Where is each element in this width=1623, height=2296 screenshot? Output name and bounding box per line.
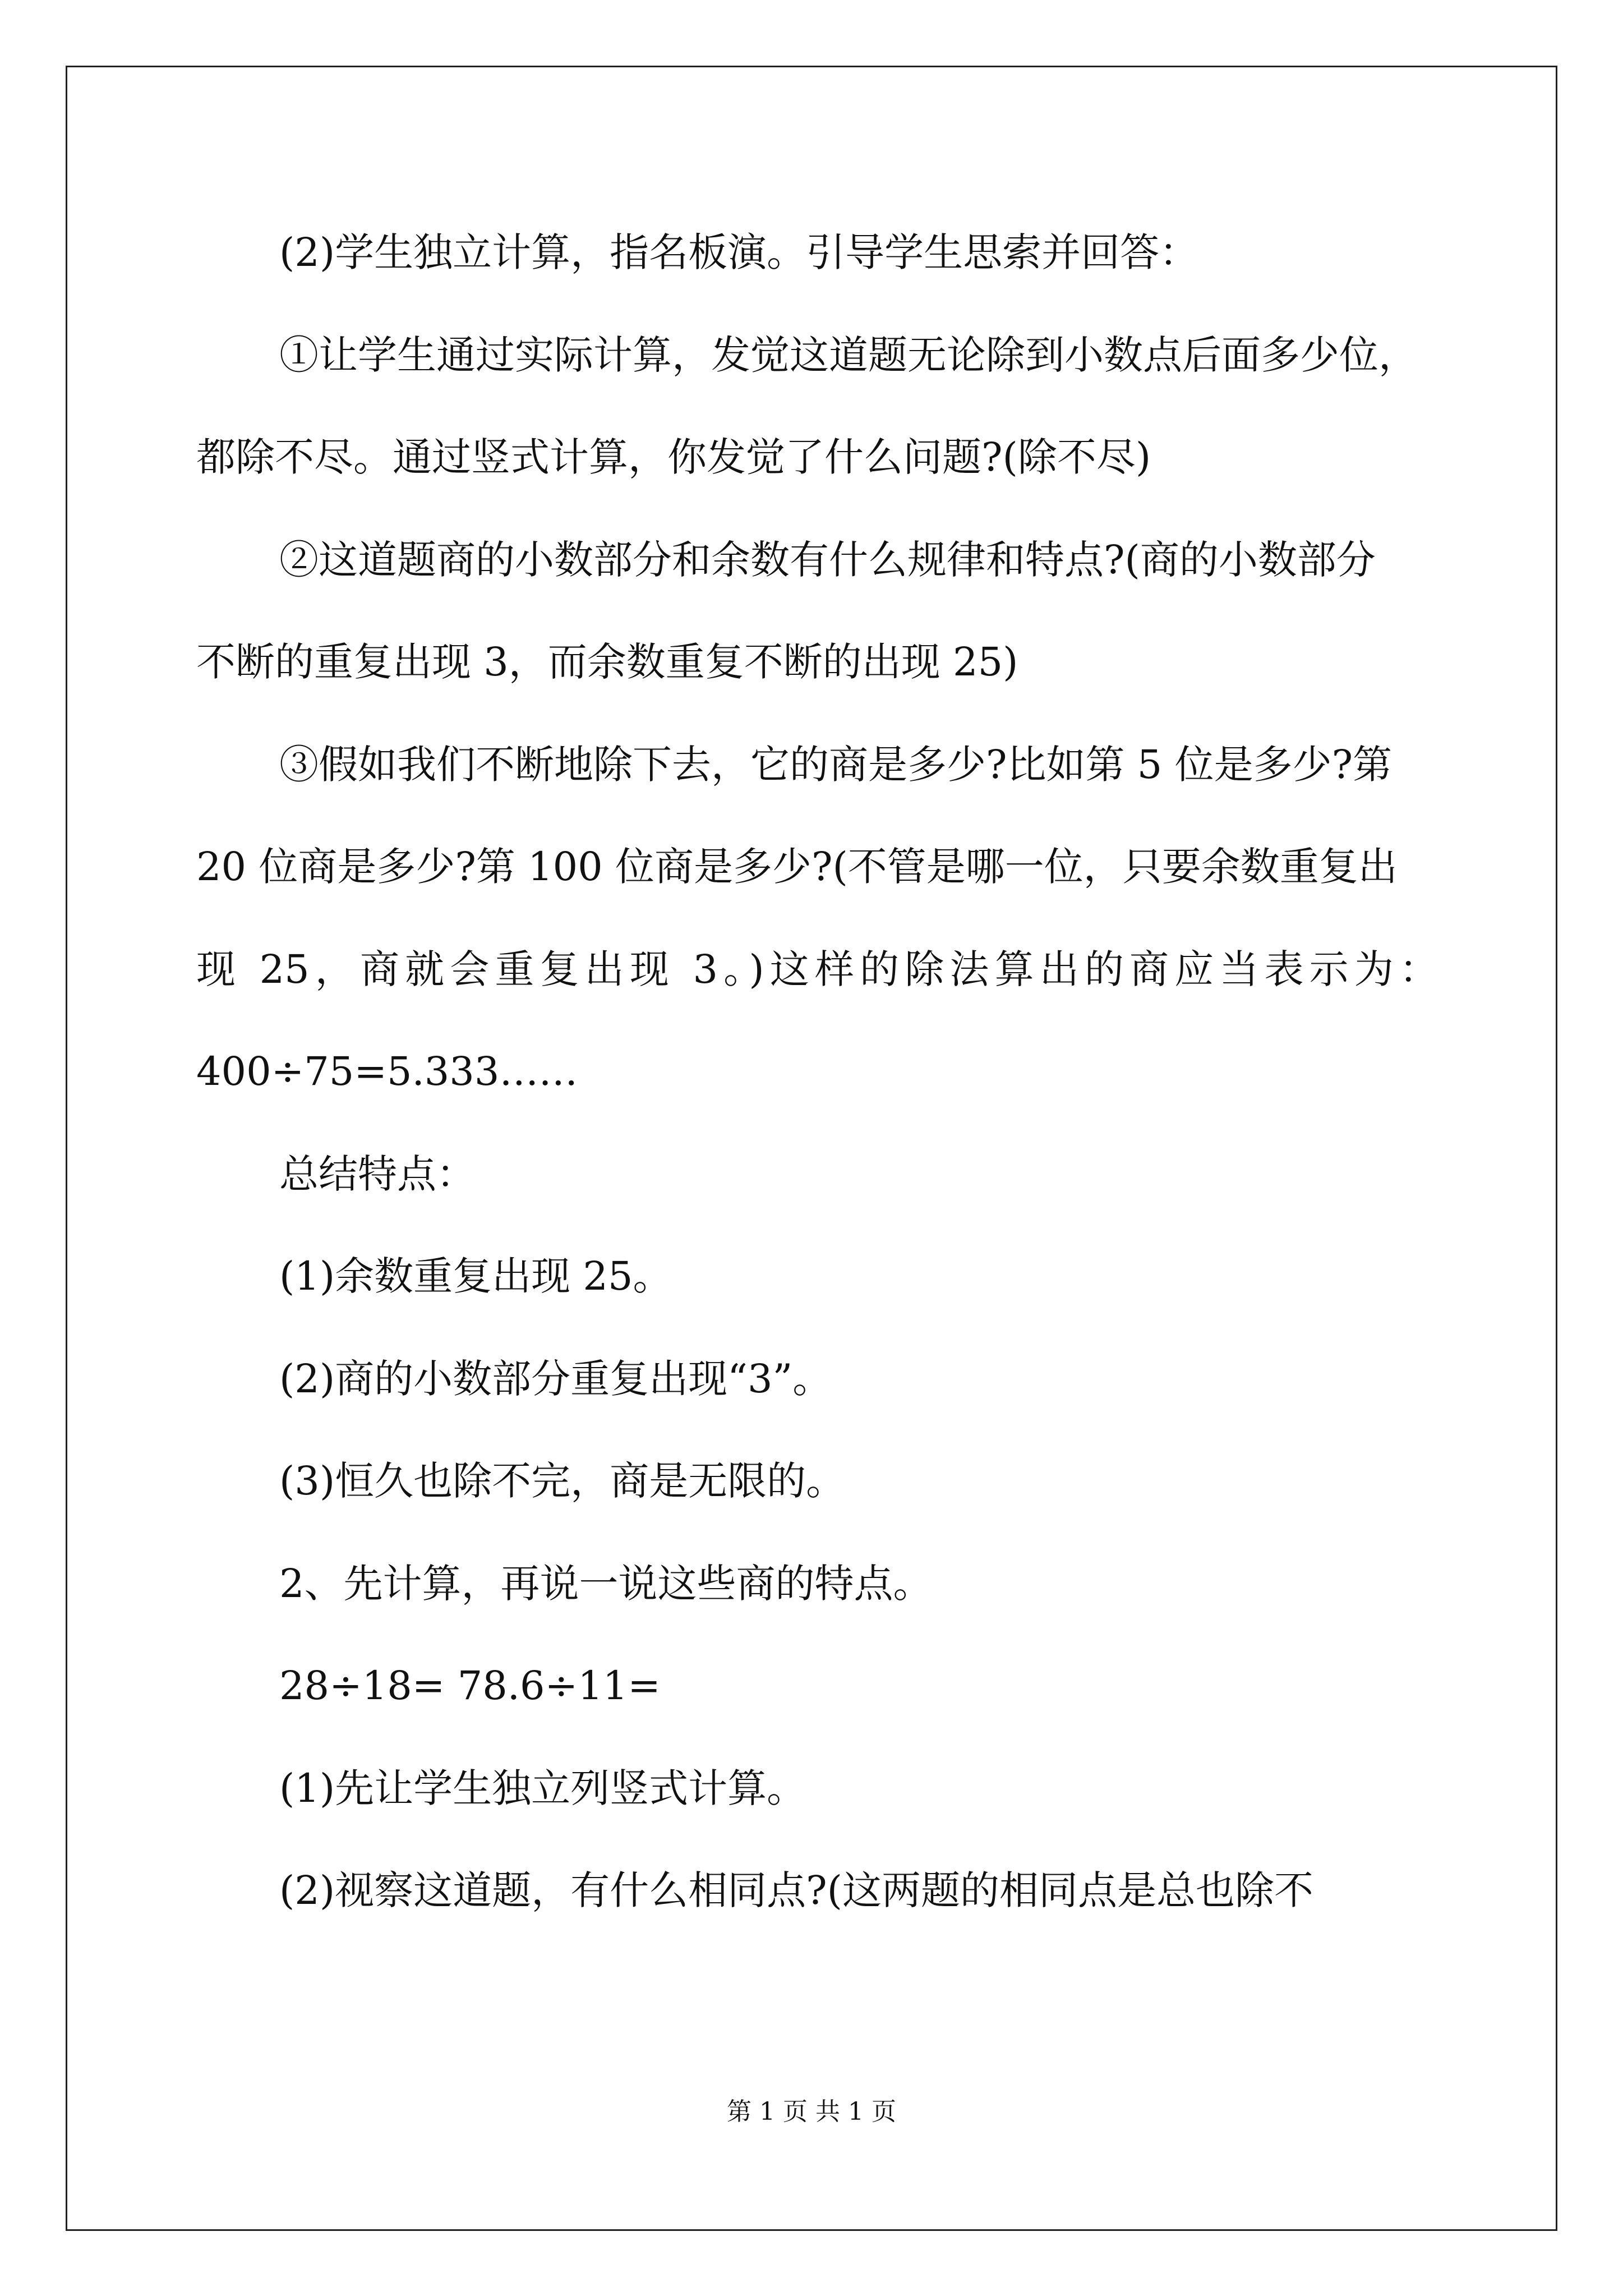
paragraph-line: ①让学生通过实际计算，发觉这道题无论除到小数点后面多少位， [279, 332, 1418, 378]
list-item: (1)先让学生独立列竖式计算。 [279, 1765, 806, 1811]
paragraph-line: ②这道题商的小数部分和余数有什么规律和特点?(商的小数部分 [279, 537, 1376, 583]
paragraph-line: ③假如我们不断地除下去，它的商是多少?比如第 5 位是多少?第 [279, 742, 1393, 788]
list-item: (2)商的小数部分重复出现“3”。 [279, 1356, 832, 1402]
paragraph-line: (2)学生独立计算，指名板演。引导学生思索并回答： [279, 229, 1199, 275]
paragraph-line: 都除不尽。通过竖式计算，你发觉了什么问题?(除不尽) [196, 434, 1151, 480]
list-item: (1)余数重复出现 25。 [279, 1253, 672, 1299]
section-heading: 总结特点： [279, 1151, 476, 1197]
list-item: (2)视察这道题，有什么相同点?(这两题的相同点是总也除不 [279, 1867, 1313, 1913]
equation-line: 28÷18= 78.6÷11= [279, 1663, 661, 1709]
page-number: 第 1 页 共 1 页 [727, 2097, 896, 2126]
paragraph-line: 20 位商是多少?第 100 位商是多少?(不管是哪一位，只要余数重复出 [196, 844, 1398, 890]
paragraph-line: 不断的重复出现 3，而余数重复不断的出现 25) [196, 639, 1018, 685]
equation-line: 400÷75=5.333…… [196, 1048, 578, 1094]
paragraph-line: 2、先计算，再说一说这些商的特点。 [279, 1561, 933, 1607]
paragraph-line: 现 25，商就会重复出现 3。)这样的除法算出的商应当表示为： [196, 946, 1438, 992]
list-item: (3)恒久也除不完，商是无限的。 [279, 1458, 846, 1504]
